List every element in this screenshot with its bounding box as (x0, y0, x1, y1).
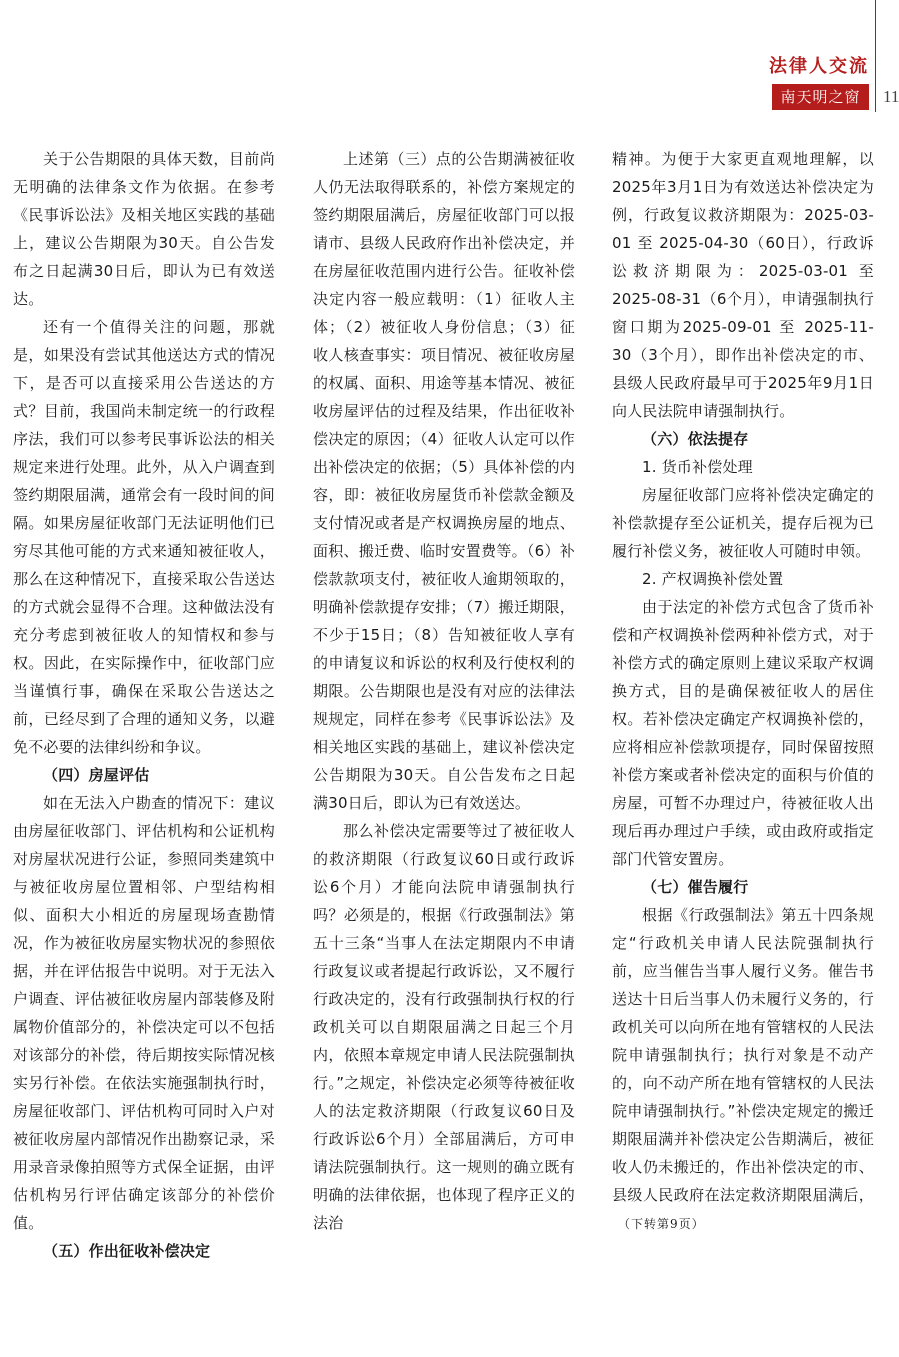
paragraph: 那么补偿决定需要等过了被征收人的救济期限（行政复议60日或行政诉讼6个月）才能向法院申请强制执行吗？必须是的，根据《行政强制法》第五十三条“当事人在法定期限内不申请行政复议或者提起行政诉讼，又不履行行政决定的，没有行政强制执行权的行政机关可以自期限届满之日起三个月内，依照本章规定申请人民法院强制执行。”之规定，补偿决定必须等待被征收人的法定救济期限（行政复议60日及行政诉讼6个月）全部届满后，方可申请法院强制执行。这一规则的确立既有明确的法律依据，也体现了程序正义的法治 (313, 822, 575, 1232)
paragraph: 上述第（三）点的公告期满被征收人仍无法取得联系的，补偿方案规定的签约期限届满后，房屋征收部门可以报请市、县级人民政府作出补偿决定，并在房屋征收范围内进行公告。征收补偿决定内容一般应载明：（1）征收人主体；（2）被征收人身份信息；（3）征收人核查事实：项目情况、被征收房屋的权属、面积、用途等基本情况、被征收房屋评估的过程及结果，作出征收补偿决定的原因；（4）征收人认定可以作出补偿决定的依据；（5）具体补偿的内容，即：被征收房屋货币补偿款金额及支付情况或者是产权调换房屋的地点、面积、搬迁费、临时安置费等。（6）补偿款款项支付，被征收人逾期领取的，明确补偿款提存安排；（7）搬迁期限，不少于15日；（8）告知被征收人享有的申请复议和诉讼的权利及行使权利的期限。公告期限也是没有对应的法律法规规定，同样在参考《民事诉讼法》及相关地区实践的基础上，建议补偿决定公告期限为30天。自公告发布之日起满30日后，即认为已有效送达。 (313, 150, 575, 812)
column-3 (612, 145, 874, 1238)
paragraph: 精神。为便于大家更直观地理解，以2025年3月1日为有效送达补偿决定为例，行政复议救济期限为：2025-03-01 至 2025-04-30（60日），行政诉讼救济期限为：2025-03-01 至 2025-08-31（6个月），申请强制执行窗口期为2025-09-01 至 2025-11-30（3个月），即作出补偿决定的市、县级人民政府最早可于2025年9月1日向人民法院申请强制执行。 (612, 150, 874, 420)
paragraph: 还有一个值得关注的问题，那就是，如果没有尝试其他送达方式的情况下，是否可以直接采用公告送达的方式？目前，我国尚未制定统一的行政程序法，我们可以参考民事诉讼法的相关规定来进行处理。此外，从入户调查到签约期限届满，通常会有一段时间的间隔。如果房屋征收部门无法证明他们已穷尽其他可能的方式来通知被征收人，那么在这种情况下，直接采取公告送达的方式就会显得不合理。这种做法没有充分考虑到被征收人的知情权和参与权。因此，在实际操作中，征收部门应当谨慎行事，确保在采取公告送达之前，已经尽到了合理的通知义务，以避免不必要的法律纠纷和争议。 (13, 318, 275, 756)
continued-note: （下转第9页） (618, 1217, 705, 1231)
section-heading-six: （六）依法提存 (642, 430, 749, 448)
column-2 (313, 145, 575, 1237)
paragraph: 由于法定的补偿方式包含了货币补偿和产权调换补偿两种补偿方式，对于补偿方式的确定原则上建议采取产权调换方式，目的是确保被征收人的居住权。若补偿决定确定产权调换补偿的，应将相应补偿款项提存，同时保留按照补偿方案或者补偿决定的面积与价值的房屋，可暂不办理过户，待被征收人出现后再办理过户手续，或由政府或指定部门代管安置房。 (612, 598, 874, 868)
section-band: 南天明之窗 (772, 84, 869, 110)
subheading: 1. 货币补偿处理 (642, 458, 753, 476)
section-heading-four: （四）房屋评估 (43, 766, 150, 784)
subheading: 2. 产权调换补偿处置 (642, 570, 784, 588)
paragraph (612, 901, 874, 1238)
paragraph: 关于公告期限的具体天数，目前尚无明确的法律条文作为依据。在参考《民事诉讼法》及相关地区实践的基础上，建议公告期限为30天。自公告发布之日起满30日后，即认为已有效送达。 (13, 150, 275, 308)
column-1 (13, 145, 275, 1265)
section-heading-seven: （七）催告履行 (642, 878, 749, 896)
paragraph-text: 根据《行政强制法》第五十四条规定“行政机关申请人民法院强制执行前，应当催告当事人履行义务。催告书送达十日后当事人仍未履行义务的，行政机关可以向所在地有管辖权的人民法院申请强制执行；执行对象是不动产的，向不动产所在地有管辖权的人民法院申请强制执行。”补偿决定规定的搬迁期限届满并补偿决定公告期满后，被征收人仍未搬迁的，作出补偿决定的市、县级人民政府在法定救济期限届满后， (612, 906, 874, 1204)
section-heading-five: （五）作出征收补偿决定 (43, 1242, 211, 1260)
paragraph: 如在无法入户勘查的情况下：建议由房屋征收部门、评估机构和公证机构对房屋状况进行公证，参照同类建筑中与被征收房屋位置相邻、户型结构相似、面积大小相近的房屋现场查勘情况，作为被征收房屋实物状况的参照依据，并在评估报告中说明。对于无法入户调查、评估被征收房屋内部装修及附属物价值部分的，补偿决定可以不包括对该部分的补偿，待后期按实际情况核实另行补偿。在依法实施强制执行时，房屋征收部门、评估机构可同时入户对被征收房屋内部情况作出勘察记录，采用录音录像拍照等方式保全证据，由评估机构另行评估确定该部分的补偿价值。 (13, 794, 275, 1232)
column-title: 法律人交流 (769, 56, 869, 77)
header-rule (875, 0, 876, 112)
page-number: 11 (883, 87, 899, 106)
paragraph: 房屋征收部门应将补偿决定确定的补偿款提存至公证机关，提存后视为已履行补偿义务，被征收人可随时申领。 (612, 486, 874, 560)
